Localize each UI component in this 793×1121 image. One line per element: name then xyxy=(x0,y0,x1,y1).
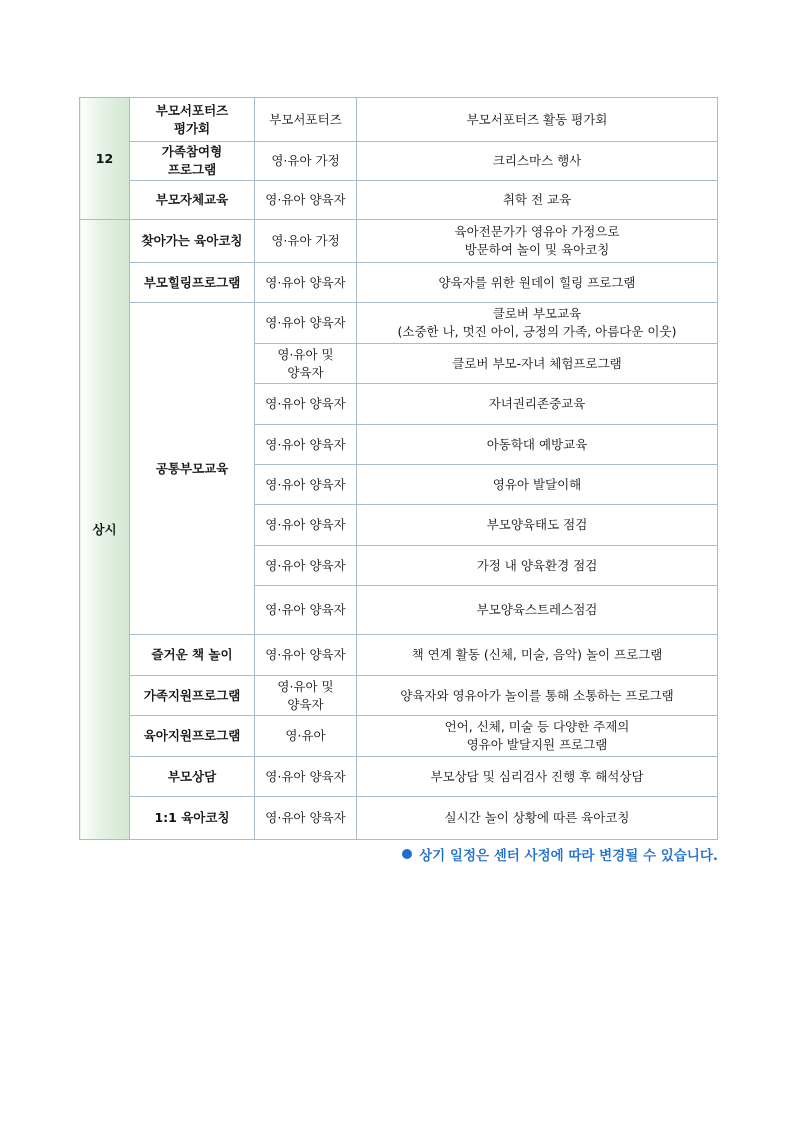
bullet-icon xyxy=(402,849,412,859)
table-row xyxy=(80,98,718,142)
content-cell: 부모양육스트레스점검 xyxy=(357,586,718,635)
table-row xyxy=(80,181,718,220)
note-text: 상기 일정은 센터 사정에 따라 변경될 수 있습니다. xyxy=(419,848,718,864)
table-row xyxy=(80,303,718,344)
content-cell: 자녀권리존중교육 xyxy=(357,384,718,425)
target-cell: 영·유아 양육자 xyxy=(255,181,357,220)
table-row xyxy=(80,797,718,840)
content-cell: 아동학대 예방교육 xyxy=(357,425,718,465)
program-cell: 찾아가는 육아코칭 xyxy=(130,220,255,263)
content-cell: 실시간 놀이 상황에 따른 육아코칭 xyxy=(357,797,718,840)
table-row xyxy=(80,676,718,716)
program-cell: 부모자체교육 xyxy=(130,181,255,220)
program-cell: 부모힐링프로그램 xyxy=(130,263,255,303)
target-cell: 영·유아 양육자 xyxy=(255,303,357,344)
content-cell: 클로버 부모교육 (소중한 나, 멋진 아이, 긍정의 가족, 아름다운 이웃) xyxy=(357,303,718,344)
content-cell: 취학 전 교육 xyxy=(357,181,718,220)
content-cell: 크리스마스 행사 xyxy=(357,142,718,181)
target-cell: 영·유아 및 양육자 xyxy=(255,676,357,716)
target-cell: 영·유아 가정 xyxy=(255,220,357,263)
content-cell: 양육자를 위한 원데이 힐링 프로그램 xyxy=(357,263,718,303)
target-cell: 부모서포터즈 xyxy=(255,98,357,142)
target-cell: 영·유아 양육자 xyxy=(255,465,357,505)
target-cell: 영·유아 xyxy=(255,716,357,757)
table-row xyxy=(80,220,718,263)
content-cell: 육아전문가가 영유아 가정으로 방문하여 놀이 및 육아코칭 xyxy=(357,220,718,263)
table-row xyxy=(80,263,718,303)
month-cell: 상시 xyxy=(80,220,130,840)
program-cell: 부모상담 xyxy=(130,757,255,797)
table-row xyxy=(80,716,718,757)
program-cell: 부모서포터즈 평가회 xyxy=(130,98,255,142)
target-cell: 영·유아 양육자 xyxy=(255,546,357,586)
content-cell: 클로버 부모-자녀 체험프로그램 xyxy=(357,344,718,384)
target-cell: 영·유아 양육자 xyxy=(255,384,357,425)
schedule-note xyxy=(402,844,718,864)
content-cell: 책 연계 활동 (신체, 미술, 음악) 놀이 프로그램 xyxy=(357,635,718,676)
content-cell: 부모상담 및 심리검사 진행 후 해석상담 xyxy=(357,757,718,797)
target-cell: 영·유아 가정 xyxy=(255,142,357,181)
program-cell: 1:1 육아코칭 xyxy=(130,797,255,840)
table-row xyxy=(80,757,718,797)
table-row xyxy=(80,635,718,676)
target-cell: 영·유아 양육자 xyxy=(255,505,357,546)
program-cell: 가족참여형 프로그램 xyxy=(130,142,255,181)
month-cell: 12 xyxy=(80,98,130,220)
program-cell: 가족지원프로그램 xyxy=(130,676,255,716)
program-cell: 육아지원프로그램 xyxy=(130,716,255,757)
content-cell: 영유아 발달이해 xyxy=(357,465,718,505)
target-cell: 영·유아 양육자 xyxy=(255,425,357,465)
content-cell: 부모서포터즈 활동 평가회 xyxy=(357,98,718,142)
target-cell: 영·유아 및 양육자 xyxy=(255,344,357,384)
content-cell: 부모양육태도 점검 xyxy=(357,505,718,546)
content-cell: 양육자와 영유아가 놀이를 통해 소통하는 프로그램 xyxy=(357,676,718,716)
target-cell: 영·유아 양육자 xyxy=(255,263,357,303)
content-cell: 언어, 신체, 미술 등 다양한 주제의 영유아 발달지원 프로그램 xyxy=(357,716,718,757)
target-cell: 영·유아 양육자 xyxy=(255,586,357,635)
program-cell: 즐거운 책 놀이 xyxy=(130,635,255,676)
table-row xyxy=(80,142,718,181)
target-cell: 영·유아 양육자 xyxy=(255,757,357,797)
schedule-table xyxy=(79,97,718,840)
target-cell: 영·유아 양육자 xyxy=(255,797,357,840)
content-cell: 가정 내 양육환경 점검 xyxy=(357,546,718,586)
target-cell: 영·유아 양육자 xyxy=(255,635,357,676)
program-cell: 공통부모교육 xyxy=(130,303,255,635)
